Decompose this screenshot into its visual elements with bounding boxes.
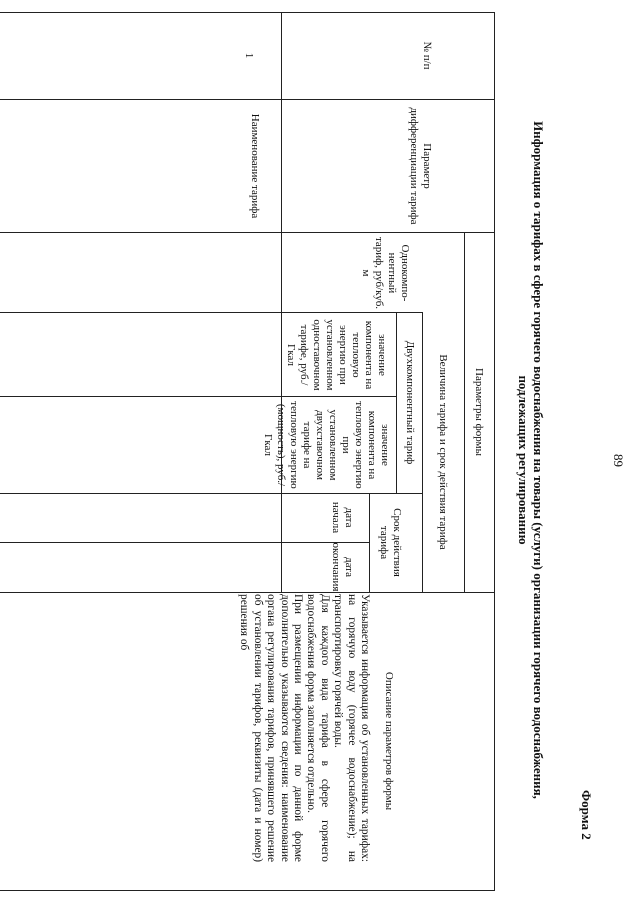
form-label: Форма 2 bbox=[579, 790, 594, 840]
description-paragraph: Для каждого вида тарифа в сфере горячего водоснабжения форма заполняется отдельно. bbox=[305, 594, 331, 862]
header-form-params: Параметры формы bbox=[473, 368, 485, 456]
document-title bbox=[516, 60, 546, 860]
table-col-divider-heat2 bbox=[0, 493, 423, 494]
header-heat-component-one: значение компонента на тепловую энергию при установленном одноставочном тарифе, руб./Гкал bbox=[285, 319, 388, 391]
title-line-2: подлежащих регулированию bbox=[516, 375, 531, 545]
header-tariff-value-term: Величина тарифа и срок действия тарифа bbox=[437, 354, 449, 550]
row1-param: Наименование тарифа bbox=[249, 113, 261, 219]
table-col-divider-num bbox=[0, 99, 495, 100]
header-description: Описание параметров формы bbox=[383, 671, 395, 811]
header-one-component: Однокомпонентный тариф, руб/куб. м bbox=[360, 236, 411, 310]
page-number: 89 bbox=[611, 454, 626, 467]
table-line-tariff-value bbox=[422, 312, 423, 592]
description-text bbox=[237, 594, 371, 862]
header-two-component: Двухкомпонентный тариф bbox=[404, 340, 416, 465]
header-start-date: дата начала bbox=[330, 501, 355, 534]
table-col-divider-param bbox=[0, 232, 495, 233]
table-col-divider-desc bbox=[0, 592, 495, 593]
table-line-header-end bbox=[281, 12, 282, 592]
table-col-divider-one-comp bbox=[0, 312, 423, 313]
table-col-divider-dates bbox=[0, 542, 370, 543]
description-paragraph: Указывается информация об установленных тарифах: на горячую воду (горячее водоснабжение); на транспортировку горячей воды. bbox=[332, 594, 371, 862]
table-line-validity bbox=[369, 493, 370, 592]
header-num: № п/п bbox=[421, 41, 433, 70]
row1-num: 1 bbox=[243, 52, 255, 59]
table-border-right bbox=[0, 890, 495, 891]
table-border-top bbox=[494, 12, 495, 891]
description-paragraph: При размещении информации по данной форме дополнительно указываются сведения: наименование органа регулирования тарифов, принявшего решение об установлении тарифов, реквизиты (дата и номер) решения об bbox=[238, 594, 304, 862]
title-line-1: Информация о тарифах в сфере горячего водоснабжения на товары (услуги) организации горячего водоснабжения, bbox=[531, 121, 546, 799]
header-param: Параметр дифференциации тарифа bbox=[408, 107, 433, 225]
table-line-form-params bbox=[464, 232, 465, 592]
table-col-divider-heat1 bbox=[0, 396, 397, 397]
header-validity-period: Срок действия тарифа bbox=[378, 508, 403, 577]
header-heat-component-two: значение компонента на тепловую энергию при установленном двухставочном тарифе на тепловую энергию (мощность), руб./Гкал bbox=[262, 401, 391, 489]
header-end-date: дата окончания bbox=[330, 542, 355, 592]
table-line-two-comp bbox=[396, 312, 397, 493]
